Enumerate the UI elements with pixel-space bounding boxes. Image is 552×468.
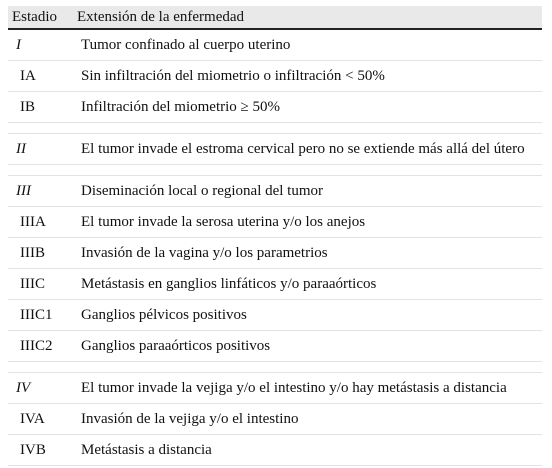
table-row [8, 269, 542, 300]
table-row [8, 207, 542, 238]
group-spacer [8, 362, 542, 373]
table-row [8, 29, 542, 61]
table-row [8, 435, 542, 466]
table-row [8, 61, 542, 92]
table-row [8, 404, 542, 435]
stage-cell: III [8, 176, 73, 207]
stage-cell: IIIB [8, 238, 73, 269]
extent-cell: El tumor invade el estroma cervical pero no se extiende más allá del útero [73, 134, 542, 165]
extent-cell: Infiltración del miometrio ≥ 50% [73, 92, 542, 123]
extent-cell: El tumor invade la serosa uterina y/o los anejos [73, 207, 542, 238]
group-spacer [8, 165, 542, 176]
extent-cell: Ganglios paraaórticos positivos [73, 331, 542, 362]
stage-cell: II [8, 134, 73, 165]
staging-table [8, 6, 542, 466]
table-row [8, 373, 542, 404]
stage-cell: IVB [8, 435, 73, 466]
group-spacer [8, 123, 542, 134]
stage-cell: IV [8, 373, 73, 404]
extent-cell: Invasión de la vejiga y/o el intestino [73, 404, 542, 435]
header-extent: Extensión de la enfermedad [73, 6, 542, 29]
extent-cell: Invasión de la vagina y/o los parametrios [73, 238, 542, 269]
stage-cell: IA [8, 61, 73, 92]
header-stage: Estadio [8, 6, 73, 29]
table-row [8, 300, 542, 331]
extent-cell: Metástasis a distancia [73, 435, 542, 466]
table-row [8, 176, 542, 207]
table-row [8, 238, 542, 269]
stage-cell: IIIA [8, 207, 73, 238]
stage-cell: IIIC [8, 269, 73, 300]
table-row [8, 92, 542, 123]
extent-cell: Diseminación local o regional del tumor [73, 176, 542, 207]
extent-cell: Sin infiltración del miometrio o infiltración < 50% [73, 61, 542, 92]
table-header-row [8, 6, 542, 29]
stage-cell: IIIC1 [8, 300, 73, 331]
stage-cell: IB [8, 92, 73, 123]
stage-cell: IVA [8, 404, 73, 435]
extent-cell: El tumor invade la vejiga y/o el intestino y/o hay metástasis a distancia [73, 373, 542, 404]
table-row [8, 134, 542, 165]
extent-cell: Ganglios pélvicos positivos [73, 300, 542, 331]
stage-cell: I [8, 29, 73, 61]
extent-cell: Tumor confinado al cuerpo uterino [73, 29, 542, 61]
extent-cell: Metástasis en ganglios linfáticos y/o paraaórticos [73, 269, 542, 300]
table-row [8, 331, 542, 362]
stage-cell: IIIC2 [8, 331, 73, 362]
